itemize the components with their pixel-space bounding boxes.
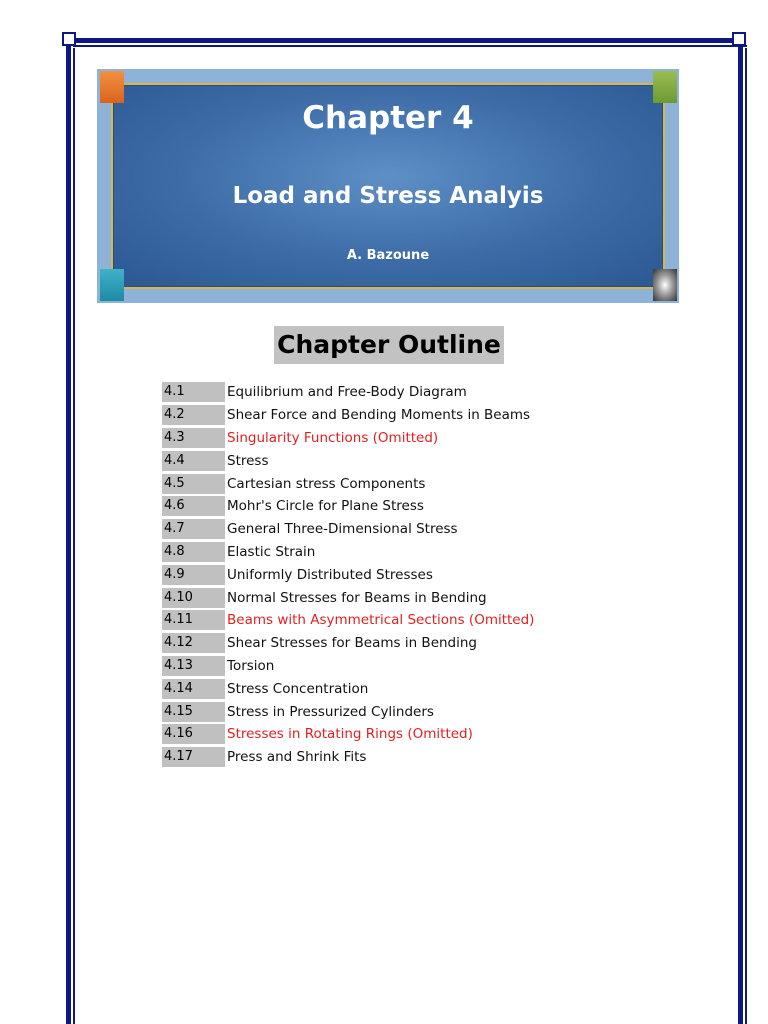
outline-item: [162, 632, 582, 655]
page-border-left: [66, 38, 71, 1024]
chapter-subtitle: Load and Stress Analyis: [232, 183, 544, 209]
outline-item-number: 4.9: [162, 565, 225, 585]
outline-item-number: 4.4: [162, 451, 225, 471]
outline-item-number: 4.13: [162, 656, 225, 676]
outline-item-number: 4.15: [162, 702, 225, 722]
outline-item-number: 4.2: [162, 405, 225, 425]
page-border-top-inner: [73, 45, 747, 47]
outline-item-number: 4.11: [162, 610, 225, 630]
outline-item-title: Stress: [227, 452, 269, 469]
outline-item: [162, 472, 582, 495]
outline-item-title: Torsion: [227, 657, 275, 674]
outline-item-title: Beams with Asymmetrical Sections (Omitted): [227, 612, 535, 629]
outline-item-title: Shear Stresses for Beams in Bending: [227, 635, 478, 652]
banner-corner-teal: [100, 269, 124, 301]
outline-item-title: Normal Stresses for Beams in Bending: [227, 589, 487, 606]
outline-item-number: 4.12: [162, 633, 225, 653]
banner-corner-green: [653, 71, 677, 103]
outline-item: [162, 427, 582, 450]
outline-item-number: 4.1: [162, 382, 225, 402]
outline-item: [162, 404, 582, 427]
page-border-right-inner: [745, 48, 747, 1024]
outline-list: [162, 381, 582, 769]
outline-item-title: Mohr's Circle for Plane Stress: [227, 498, 424, 515]
chapter-author: A. Bazoune: [346, 248, 430, 263]
outline-item: [162, 700, 582, 723]
outline-item: [162, 586, 582, 609]
corner-mark-left: [62, 32, 76, 46]
outline-item-title: Shear Force and Bending Moments in Beams: [227, 407, 531, 424]
corner-mark-right: [732, 32, 746, 46]
outline-item: [162, 677, 582, 700]
outline-item: [162, 518, 582, 541]
outline-item: [162, 723, 582, 746]
outline-item-number: 4.17: [162, 747, 225, 767]
page-border-left-inner: [73, 48, 75, 1024]
outline-item-title: Press and Shrink Fits: [227, 749, 367, 766]
outline-item-title: Stress Concentration: [227, 680, 369, 697]
banner-corner-grey: [653, 269, 677, 301]
outline-item-number: 4.14: [162, 679, 225, 699]
outline-item-title: Uniformly Distributed Stresses: [227, 566, 433, 583]
outline-item-title: Elastic Strain: [227, 543, 316, 560]
outline-item-number: 4.8: [162, 542, 225, 562]
outline-item-title: Stresses in Rotating Rings (Omitted): [227, 726, 473, 743]
outline-item: [162, 655, 582, 678]
outline-item: [162, 746, 582, 769]
outline-item-title: Equilibrium and Free-Body Diagram: [227, 384, 467, 401]
outline-item-number: 4.10: [162, 588, 225, 608]
outline-item: [162, 563, 582, 586]
outline-item: [162, 609, 582, 632]
outline-item-number: 4.6: [162, 496, 225, 516]
outline-item-number: 4.5: [162, 474, 225, 494]
outline-item-number: 4.7: [162, 519, 225, 539]
outline-item: [162, 541, 582, 564]
outline-item-title: General Three-Dimensional Stress: [227, 521, 458, 538]
page-border-top: [66, 38, 738, 43]
outline-item-title: Cartesian stress Components: [227, 475, 426, 492]
outline-item: [162, 495, 582, 518]
outline-item-title: Stress in Pressurized Cylinders: [227, 703, 434, 720]
page-border-right: [738, 38, 743, 1024]
outline-item-title: Singularity Functions (Omitted): [227, 429, 439, 446]
outline-item-number: 4.16: [162, 724, 225, 744]
outline-item-number: 4.3: [162, 428, 225, 448]
outline-item: [162, 381, 582, 404]
outline-heading: Chapter Outline: [274, 326, 504, 364]
chapter-title: Chapter 4: [302, 100, 474, 136]
banner-corner-orange: [100, 71, 124, 103]
outline-item: [162, 449, 582, 472]
